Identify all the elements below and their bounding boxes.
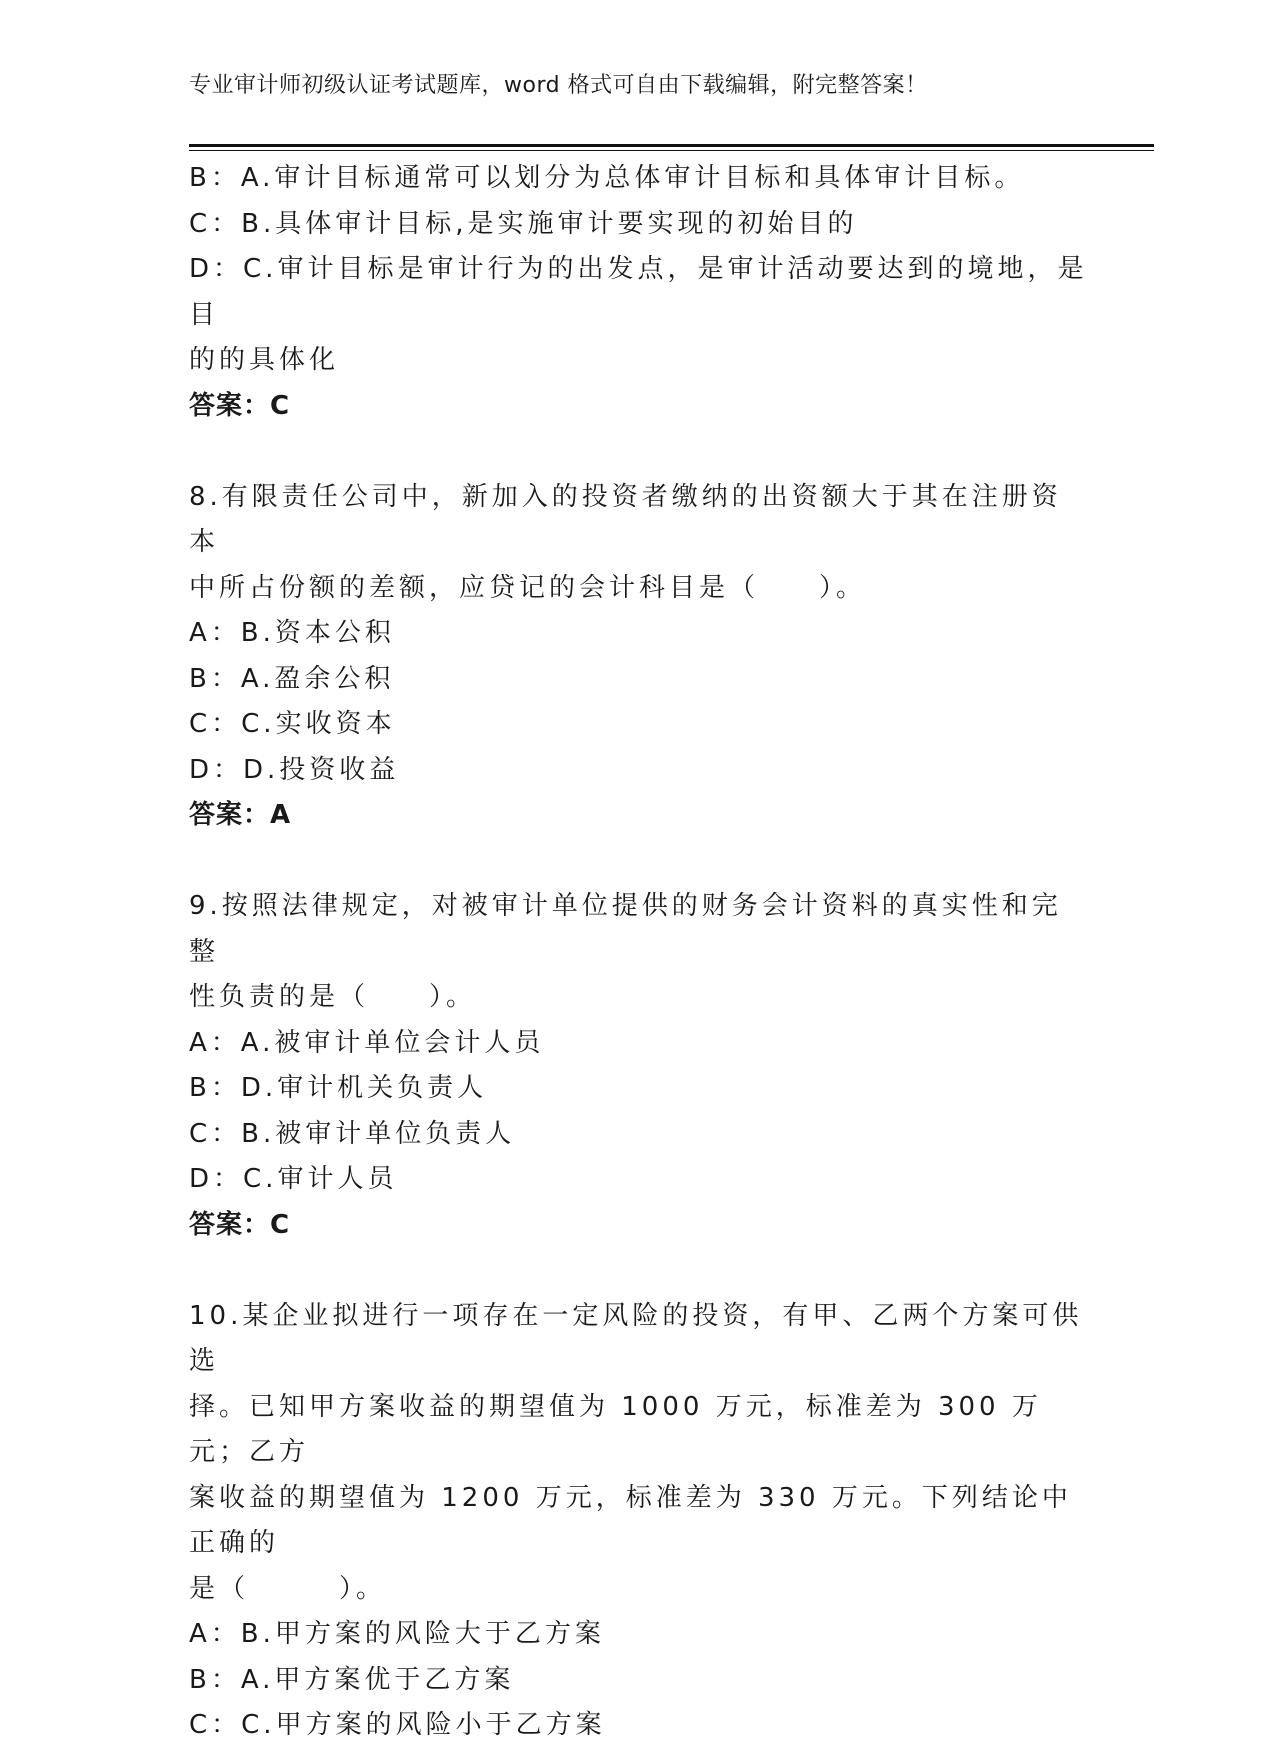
option-line: B：A.甲方案优于乙方案 (189, 1664, 515, 1695)
question-stem: 10.某企业拟进行一项存在一定风险的投资，有甲、乙两个方案可供选 (189, 1300, 1083, 1376)
option-line-continued: 的的具体化 (189, 345, 340, 375)
answer-line: 答案：C (189, 1209, 291, 1240)
question-8 (189, 475, 1089, 839)
option-line: C：C.甲方案的风险小于乙方案 (189, 1710, 606, 1740)
option-line: B：A.盈余公积 (189, 663, 395, 694)
answer-line: 答案：A (189, 800, 292, 830)
option-line: A：A.被审计单位会计人员 (189, 1027, 545, 1058)
question-10 (189, 1294, 1089, 1749)
question-stem: 性负责的是（ ）。 (189, 982, 477, 1012)
header-rule-thick (189, 144, 1154, 147)
question-9 (189, 884, 1089, 1248)
question-stem: 8.有限责任公司中，新加入的投资者缴纳的出资额大于其在注册资本 (189, 481, 1062, 557)
option-line: D：C.审计目标是审计行为的出发点，是审计活动要达到的境地，是目 (189, 254, 1088, 330)
option-line: C：C.实收资本 (189, 709, 396, 739)
option-line: D：C.审计人员 (189, 1164, 398, 1194)
header-rule-thin (189, 150, 1154, 151)
option-line: C：B.被审计单位负责人 (189, 1118, 516, 1149)
question-spacer (189, 1248, 1089, 1294)
question-spacer (189, 429, 1089, 475)
option-line: A：B.资本公积 (189, 618, 395, 648)
question-spacer (189, 839, 1089, 885)
question-stem: 中所占份额的差额，应贷记的会计科目是（ ）。 (189, 572, 867, 603)
option-line: A：B.甲方案的风险大于乙方案 (189, 1619, 605, 1649)
question-stem: 择。已知甲方案收益的期望值为 1000 万元，标准差为 300 万元；乙方 (189, 1391, 1042, 1467)
question-stem: 是（ ）。 (189, 1573, 387, 1604)
option-line: D：D.投资收益 (189, 754, 400, 785)
option-line: C：B.具体审计目标,是实施审计要实现的初始目的 (189, 208, 858, 239)
answer-line: 答案：C (189, 390, 291, 421)
option-line: B：D.审计机关负责人 (189, 1073, 488, 1103)
question-stem: 案收益的期望值为 1200 万元，标准差为 330 万元。下列结论中正确的 (189, 1482, 1072, 1558)
option-line: B：A.审计目标通常可以划分为总体审计目标和具体审计目标。 (189, 163, 1025, 193)
question-stem: 9.按照法律规定，对被审计单位提供的财务会计资料的真实性和完整 (189, 891, 1062, 967)
page-header: 专业审计师初级认证考试题库，word 格式可自由下载编辑，附完整答案！ (189, 73, 928, 98)
question-7 (189, 156, 1089, 429)
document-body (189, 156, 1089, 1749)
